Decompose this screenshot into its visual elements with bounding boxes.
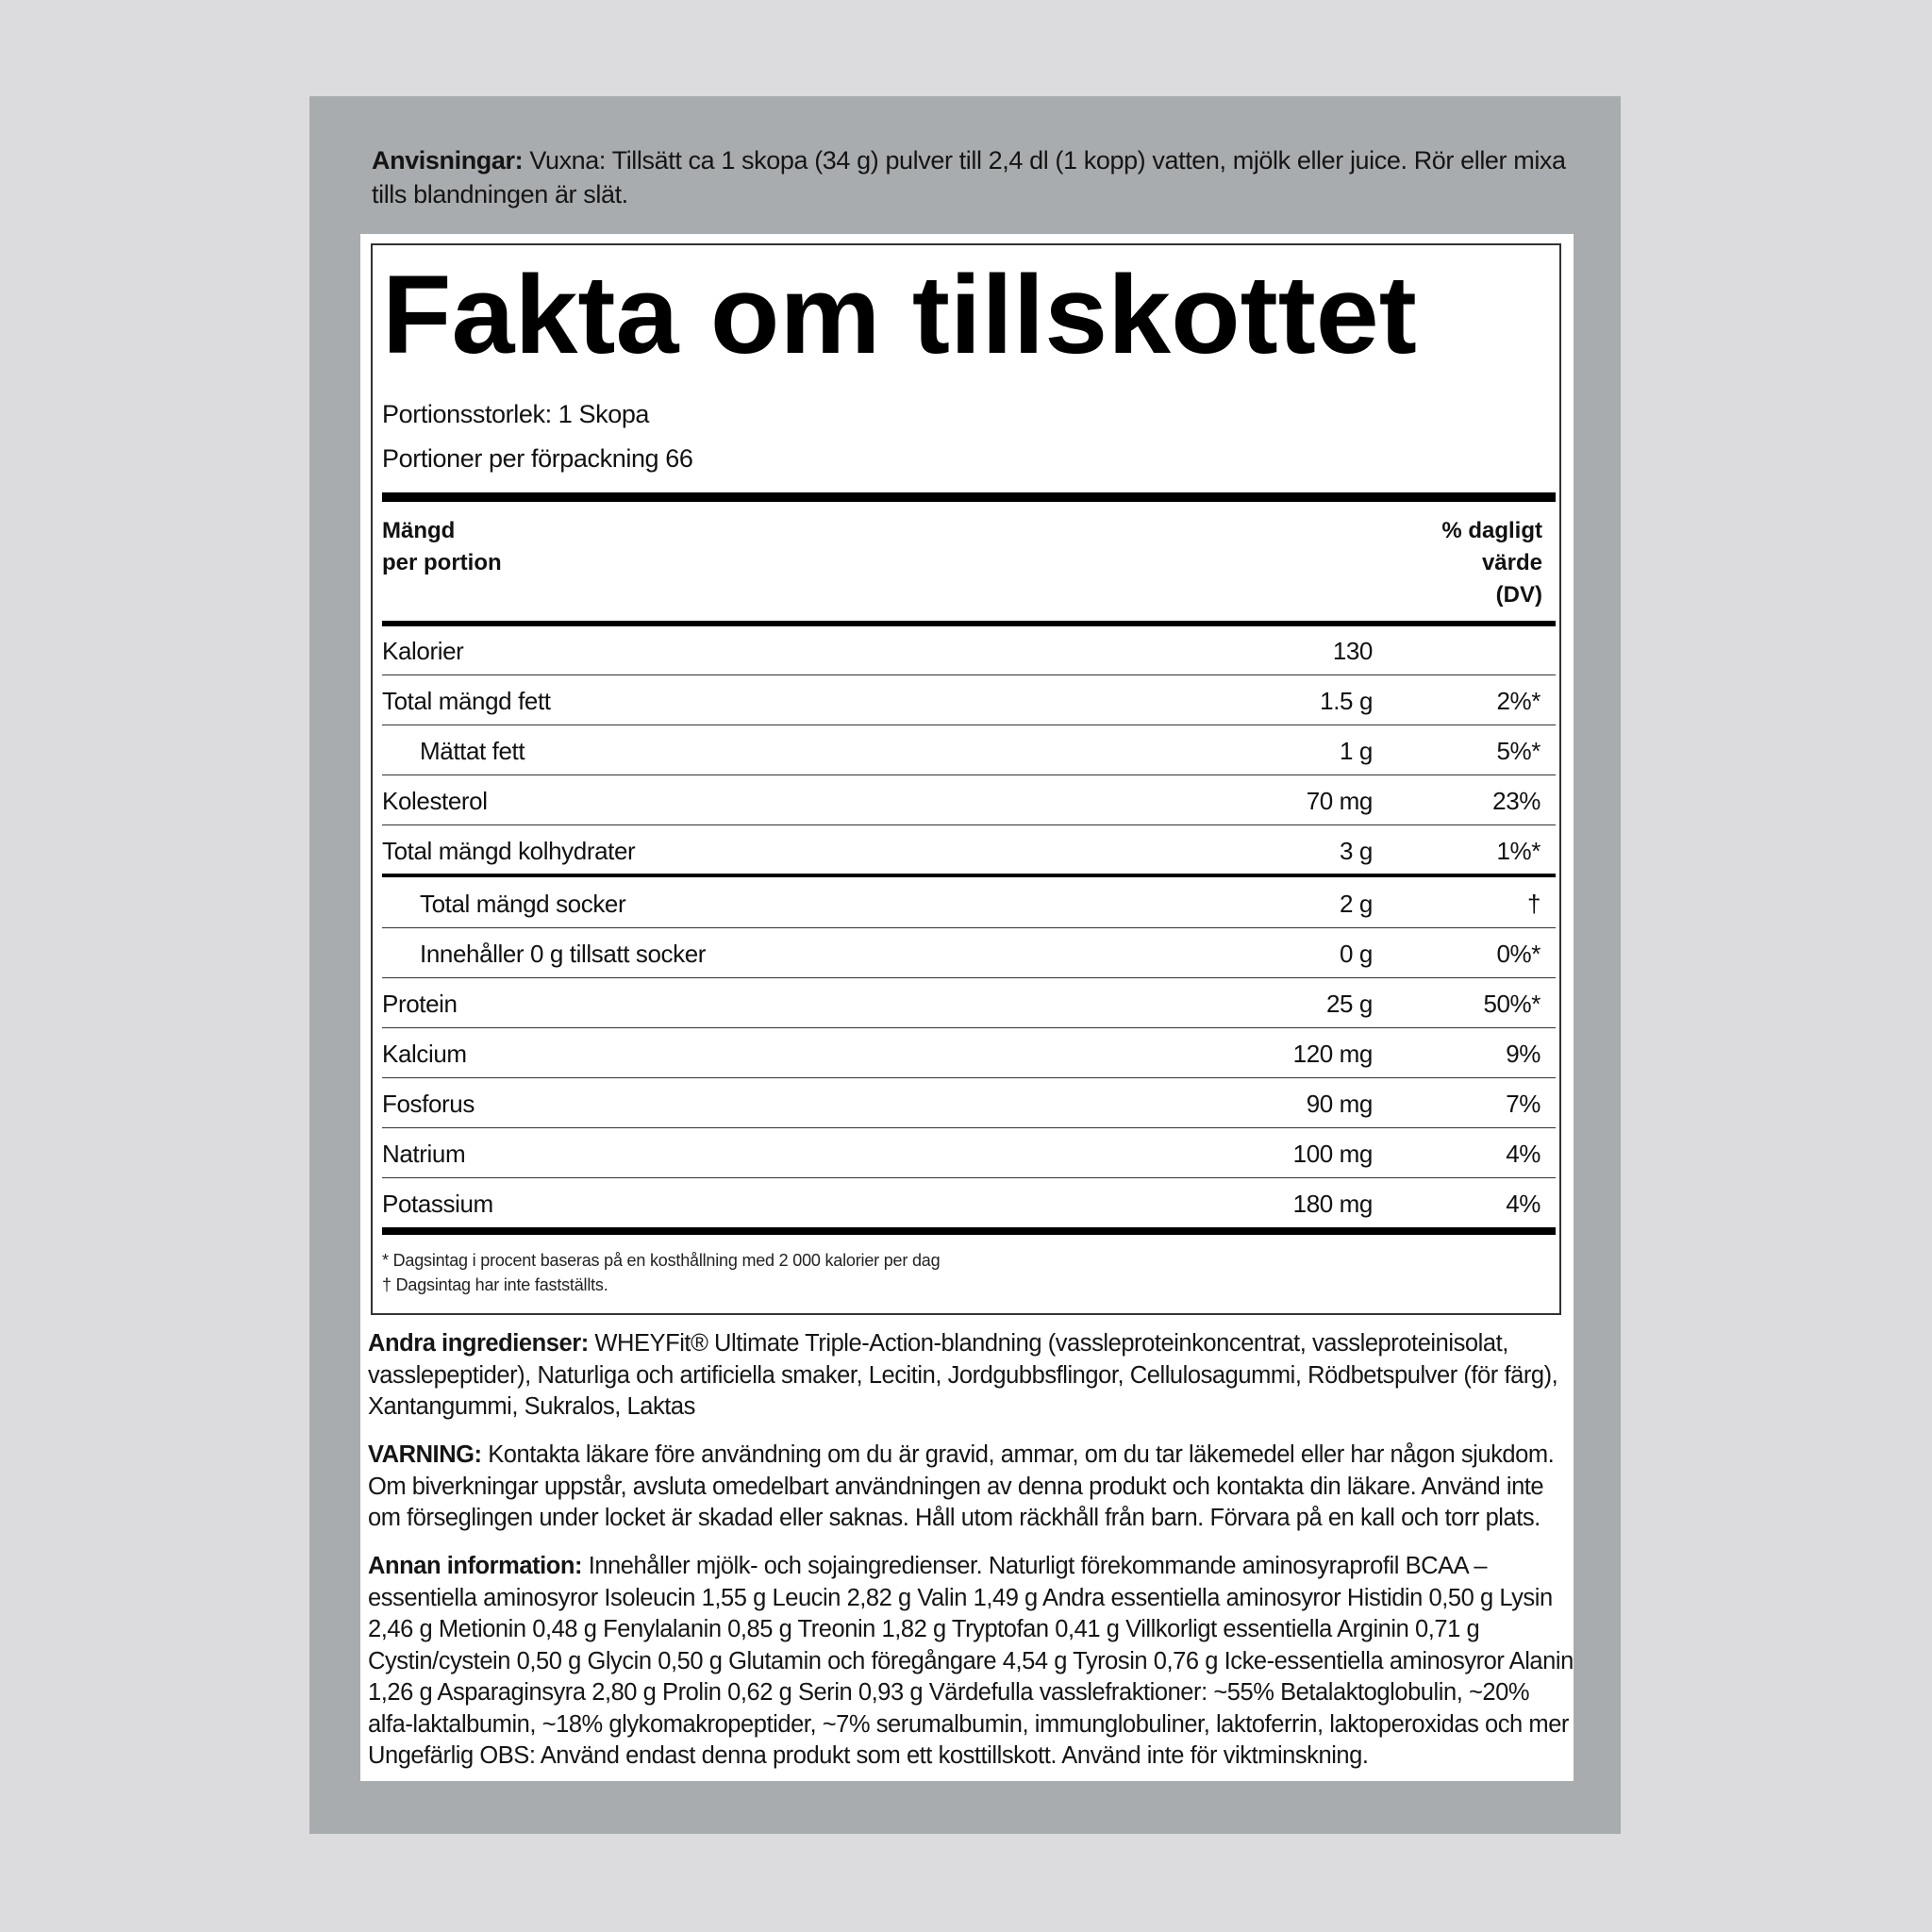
- nutrient-amount: 130: [1332, 637, 1373, 665]
- section-divider: [382, 874, 1556, 877]
- footnote-dagger: † Dagsintag har inte fastställts.: [382, 1275, 608, 1294]
- nutrient-dv: 1%*: [1496, 837, 1541, 865]
- directions-text: Vuxna: Tillsätt ca 1 skopa (34 g) pulver till 2,4 dl (1 kopp) vatten, mjölk eller juice. Rör eller mixa tills blandningen är slät.: [372, 146, 1566, 208]
- label-panel: [309, 96, 1621, 1834]
- nutrient-name: Total mängd fett: [382, 687, 551, 715]
- serving-size: Portionsstorlek: 1 Skopa: [382, 400, 650, 428]
- nutrient-amount: 0 g: [1340, 940, 1373, 968]
- nutrient-row: [382, 1185, 1556, 1223]
- other-information-label: Annan information:: [368, 1553, 583, 1579]
- row-divider: [382, 774, 1556, 775]
- row-divider: [382, 1177, 1556, 1178]
- nutrient-row: [382, 885, 1556, 923]
- nutrient-row: [382, 732, 1556, 770]
- row-divider: [382, 977, 1556, 978]
- nutrient-name: Potassium: [382, 1190, 493, 1218]
- nutrient-dv: 50%*: [1483, 990, 1541, 1018]
- header-dv-line2: värde: [1481, 550, 1542, 575]
- nutrient-amount: 180 mg: [1292, 1190, 1373, 1218]
- header-amount: [382, 515, 502, 579]
- nutrient-amount: 120 mg: [1292, 1040, 1373, 1068]
- row-divider: [382, 927, 1556, 928]
- row-divider: [382, 1027, 1556, 1028]
- nutrient-dv: 5%*: [1496, 737, 1541, 765]
- header-dv-line3: (DV): [1495, 582, 1542, 608]
- nutrient-row: [382, 1085, 1556, 1123]
- warning: [368, 1440, 1574, 1535]
- supplement-facts-box: [371, 243, 1561, 1315]
- directions: [372, 143, 1570, 211]
- nutrient-name: Total mängd socker: [420, 890, 626, 918]
- nutrient-row: [382, 1135, 1556, 1173]
- nutrient-dv: 9%: [1506, 1040, 1541, 1068]
- header-dv: [1441, 515, 1542, 611]
- nutrient-name: Mättat fett: [420, 737, 525, 765]
- nutrient-dv: 23%: [1492, 787, 1541, 815]
- nutrient-name: Fosforus: [382, 1090, 475, 1118]
- warning-label: VARNING:: [368, 1441, 482, 1468]
- row-divider: [382, 1077, 1556, 1078]
- nutrient-amount: 3 g: [1340, 837, 1373, 865]
- nutrient-amount: 70 mg: [1306, 787, 1373, 815]
- thick-divider: [382, 492, 1556, 502]
- header-divider: [382, 621, 1556, 626]
- header-dv-line1: % dagligt: [1441, 518, 1542, 543]
- nutrient-row: [382, 782, 1556, 820]
- other-ingredients-text: WHEYFit® Ultimate Triple-Action-blandning (vassleproteinkoncentrat, vassleproteinisolat, vasslepeptider), Naturliga och artificiella smaker, Lecitin, Jordgubbsflingor, Cellulosagummi, Rödbetspulver (för färg), Xantangummi, Sukralos, Laktas: [368, 1330, 1558, 1420]
- header-amount-line1: Mängd: [382, 518, 456, 543]
- nutrient-amount: 90 mg: [1306, 1090, 1373, 1118]
- header-amount-line2: per portion: [382, 550, 502, 575]
- nutrient-name: Total mängd kolhydrater: [382, 837, 636, 865]
- nutrient-row: [382, 832, 1556, 870]
- nutrient-row: [382, 935, 1556, 973]
- row-divider: [382, 724, 1556, 725]
- other-ingredients: [368, 1328, 1574, 1424]
- warning-text: Kontakta läkare före användning om du är gravid, ammar, om du tar läkemedel eller har någon sjukdom. Om biverkningar uppstår, avsluta omedelbart användningen av denna produkt och kontakta din läkare. Använd inte om förseglingen under locket är skadad eller saknas. Håll utom räckhåll från barn. Förvara på en kall och torr plats.: [368, 1441, 1555, 1531]
- nutrient-name: Kolesterol: [382, 787, 488, 815]
- other-ingredients-label: Andra ingredienser:: [368, 1330, 589, 1357]
- nutrient-dv: 2%*: [1496, 687, 1541, 715]
- nutrient-dv: 4%: [1506, 1140, 1541, 1168]
- other-information-text: Innehåller mjölk- och sojaingredienser. Naturligt förekommande aminosyraprofil BCAA – essentiella aminosyror Isoleucin 1,55 g Leucin 2,82 g Valin 1,49 g Andra essentiella aminosyror Histidin 0,50 g Lysin 2,46 g Metionin 0,48 g Fenylalanin 0,85 g Treonin 1,82 g Tryptofan 0,41 g Villkorligt essentiella Arginin 0,71 g Cystin/cystein 0,50 g Glycin 0,50 g Glutamin och föregångare 4,54 g Tyrosin 0,76 g Icke-essentiella aminosyror Alanin 1,26 g Asparaginsyra 2,80 g Prolin 0,62 g Serin 0,93 g Värdefulla vasslefraktioner: ~55% Betalaktoglobulin, ~20% alfa-laktalbumin, ~18% glykomakropeptider, ~7% serumalbumin, immunglobuliner, laktoferrin, laktoperoxidas och mer Ungefärlig OBS: Använd endast denna produkt som ett kosttillskott. Använd inte för viktminskning.: [368, 1553, 1574, 1769]
- facts-title: Fakta om tillskottet: [382, 253, 1417, 377]
- nutrient-name: Kalcium: [382, 1040, 467, 1068]
- nutrient-row: [382, 682, 1556, 720]
- label-card: [360, 234, 1574, 1781]
- nutrient-name: Protein: [382, 990, 458, 1018]
- nutrient-amount: 1.5 g: [1320, 687, 1373, 715]
- nutrient-name: Kalorier: [382, 637, 464, 665]
- nutrient-row: [382, 632, 1556, 670]
- other-information: [368, 1551, 1574, 1773]
- directions-label: Anvisningar:: [372, 146, 524, 175]
- nutrient-name: Natrium: [382, 1140, 466, 1168]
- nutrient-amount: 2 g: [1340, 890, 1373, 918]
- nutrient-dv: 7%: [1506, 1090, 1541, 1118]
- nutrient-row: [382, 1035, 1556, 1073]
- bottom-divider: [382, 1227, 1556, 1235]
- nutrient-dv: †: [1526, 890, 1541, 918]
- nutrient-amount: 25 g: [1325, 990, 1373, 1018]
- nutrient-amount: 1 g: [1340, 737, 1373, 765]
- servings-per-container: Portioner per förpackning 66: [382, 444, 693, 473]
- footnote-dv: * Dagsintag i procent baseras på en kosthållning med 2 000 kalorier per dag: [382, 1251, 941, 1270]
- row-divider: [382, 824, 1556, 825]
- nutrient-name: Innehåller 0 g tillsatt socker: [420, 940, 707, 968]
- nutrient-dv: 0%*: [1496, 940, 1541, 968]
- nutrient-dv: 4%: [1506, 1190, 1541, 1218]
- row-divider: [382, 1127, 1556, 1128]
- nutrient-row: [382, 985, 1556, 1023]
- nutrient-amount: 100 mg: [1292, 1140, 1373, 1168]
